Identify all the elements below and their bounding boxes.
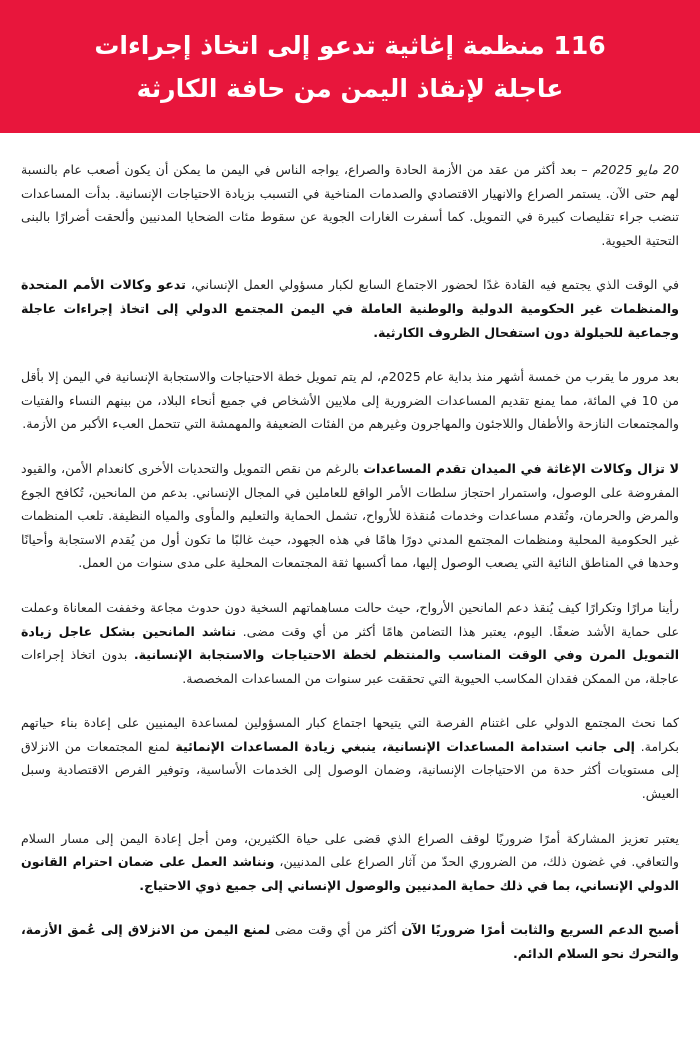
title-line-1: 116 منظمة إغاثية تدعو إلى اتخاذ إجراءات	[94, 30, 606, 60]
paragraph-emphasis: نناشد المانحين بشكل عاجل زيادة التمويل المرن وفي الوقت المناسب والمنتظم لخطة الاحتياجات والاستجابة الإنسانية.	[21, 623, 680, 663]
paragraph-development	[21, 711, 679, 805]
paragraph-text: بدون اتخاذ إجراءات عاجلة، من الممكن فقدان المكاسب الحيوية التي تحققت عبر سنوات من المساعدات المخصصة.	[21, 647, 679, 686]
paragraph-text: بالرغم من نقص التمويل والتحديات الأخرى كانعدام الأمن، والقيود المفروضة على الوصول، واستمرار احتجاز سلطات الأمر الواقع للعاملين في المجال الإنساني. بدعم من المانحين، تُكافح الجوع والمرض والحرمان، وتُقدم مساعدات وخدمات مُنقذة للأرواح، تشمل الحماية والتعليم والمأوى والمياه النظيفة. تلعب المنظمات غير الحكومية المحلية ومنظمات المجتمع المدني دورًا هامًا في هذه الجهود، حيث غالبًا ما تكون أول من يُقدم الاستجابة وأحيانًا وحدها في المناطق النائية التي يصعب الوصول إليها، مما أكسبها ثقة المجتمعات المحلية على مدى سنوات من العمل.	[21, 460, 679, 571]
paragraph-text: كما نحث المجتمع الدولي على اغتنام الفرصة التي يتيحها اجتماع كبار المسؤولين لمساعدة اليمنيين على إعادة بناء حياتهم بكرامة.	[21, 715, 679, 754]
paragraph-emphasis: لمنع اليمن من الانزلاق إلى عُمق الأزمة، والتحرك نحو السلام الدائم.	[21, 922, 679, 962]
paragraph-emphasis: تدعو وكالات الأمم المتحدة والمنظمات غير الحكومية الدولية والوطنية العاملة في اليمن المجتمع الدولي إلى اتخاذ إجراءات عاجلة وجماعية للحيلولة دون استفحال الظروف الكارثية.	[21, 277, 679, 340]
paragraph-donors	[21, 596, 679, 690]
paragraph-text: بعد مرور ما يقرب من خمسة أشهر منذ بداية عام 2025م، لم يتم تمويل خطة الاحتياجات والاستجابة الإنسانية في اليمن إلا بأقل من 10 في المائة، مما يمنع تقديم المساعدات الضرورية إلى ملايين الأشخاص في جميع أنحاء البلاد، من بينهم النساء والفتيات والمجتمعات النازحة والأطفال واللاجئون والمهاجرون وغيرهم من الفئات الضعيفة والمهمشة التي تتحمل العبء الأكبر من الأزمة.	[21, 369, 679, 432]
paragraph-emphasis: إلى جانب استدامة المساعدات الإنسانية، ينبغي زيادة المساعدات الإنمائية	[175, 738, 635, 754]
paragraph-agencies	[21, 457, 679, 575]
paragraph-leaders-meeting	[21, 273, 679, 344]
paragraph-peace	[21, 827, 679, 898]
header-banner	[0, 0, 700, 133]
article-body	[0, 133, 700, 966]
paragraph-text: لمنع المجتمعات من الانزلاق إلى مستويات أكثر حدة من الاحتياجات الإنسانية، وضمان الوصول إلى الخدمات الأساسية، وتوفير الفرص الاقتصادية وسبل العيش.	[21, 738, 679, 802]
paragraph-closing	[21, 918, 679, 965]
paragraph-text: رأينا مرارًا وتكرارًا كيف يُنقذ دعم المانحين الأرواح، حيث حالت مساهماتهم السخية دون حدوث مجاعة وخففت المعاناة وعملت على حماية الأشد ضعفًا. اليوم، يعتبر هذا التضامن هامًا أكثر من أي وقت مضى.	[21, 599, 679, 639]
paragraph-text: في الوقت الذي يجتمع فيه القادة غدًا لحضور الاجتماع السابع لكبار مسؤولي العمل الإنساني،	[185, 277, 679, 293]
paragraph-intro	[21, 158, 679, 252]
paragraph-funding	[21, 365, 679, 436]
paragraph-emphasis: لا تزال وكالات الإغاثة في الميدان تقدم المساعدات	[363, 460, 679, 476]
paragraph-text: – بعد أكثر من عقد من الأزمة الحادة والصراع، يواجه الناس في اليمن ما يمكن أن يكون أصعب عام بالنسبة لهم حتى الآن. يستمر الصراع والانهيار الاقتصادي والصدمات المناخية في التسبب بزيادة الاحتياجات الإنسانية. بدأت المساعدات تنضب جراء تقليصات كبيرة في التمويل. كما أسفرت الغارات الجوية عن سقوط مئات الضحايا المدنيين وألحقت أضرارًا بالبنى التحتية الحيوية.	[21, 162, 679, 248]
press-date: 20 مايو 2025م	[592, 162, 679, 177]
paragraph-text: أكثر من أي وقت مضى	[270, 922, 402, 938]
title-line-2: عاجلة لإنقاذ اليمن من حافة الكارثة	[136, 73, 564, 103]
paragraph-text: يعتبر تعزيز المشاركة أمرًا ضروريًا لوقف الصراع الذي قضى على حياة الكثيرين، ومن أجل إعادة اليمن إلى مسار السلام والتعافي. في غضون ذلك، من الضروري الحدّ من آثار الصراع على المدنيين،	[21, 830, 679, 870]
paragraph-emphasis: أصبح الدعم السريع والثابت أمرًا ضروريًا الآن	[401, 922, 679, 938]
paragraph-emphasis: ونناشد العمل على ضمان احترام القانون الدولي الإنساني، بما في ذلك حماية المدنيين والوصول الإنساني إلى جميع ذوي الاحتياج.	[21, 854, 679, 893]
page-title	[94, 24, 605, 110]
